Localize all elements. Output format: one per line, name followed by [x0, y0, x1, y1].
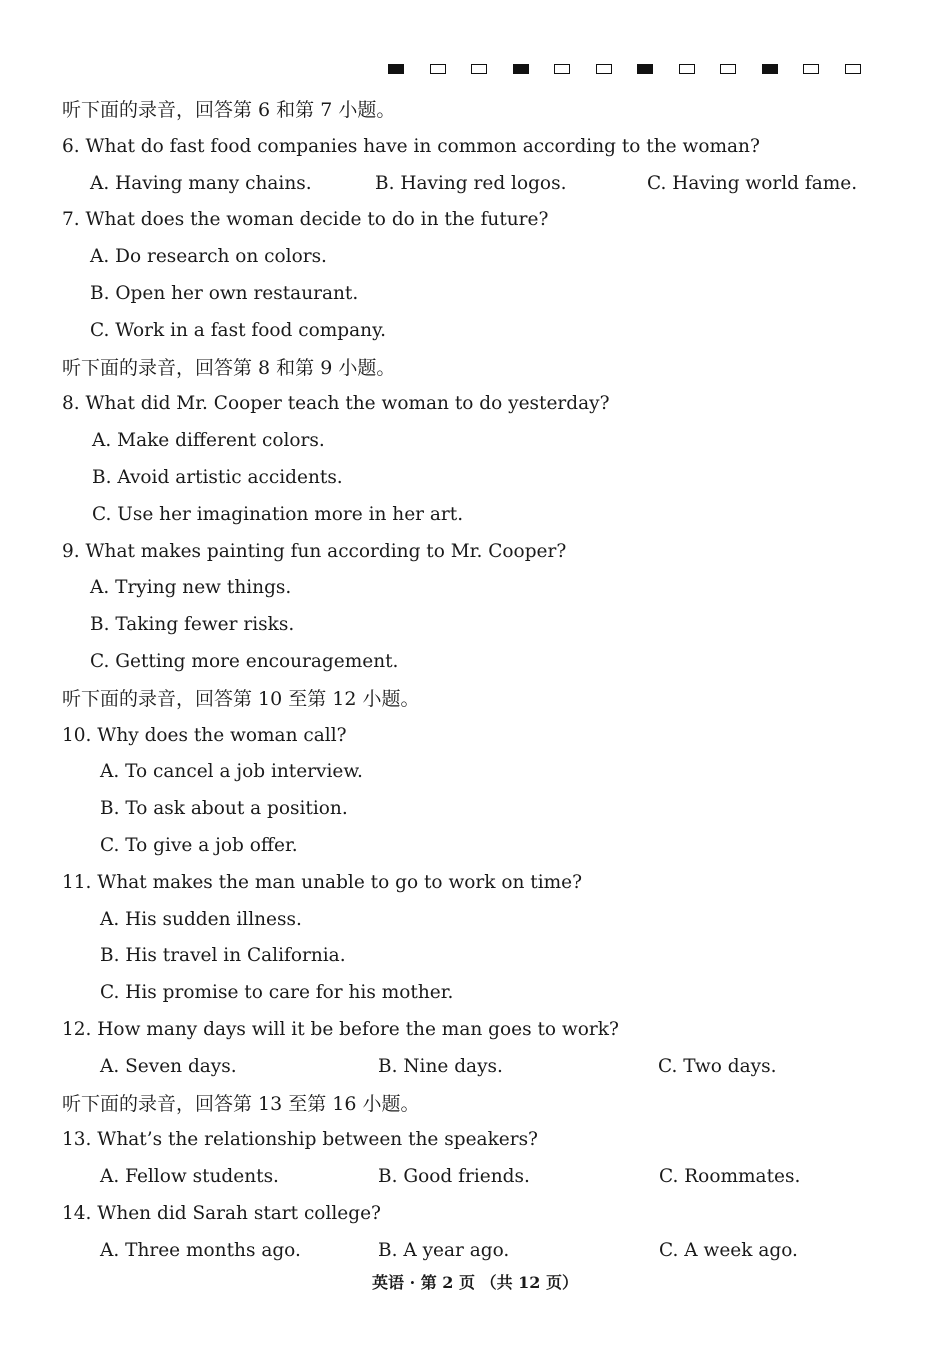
option-a: A. His sudden illness.	[100, 908, 302, 930]
alignment-mark-empty	[430, 64, 446, 74]
question-10: 10. Why does the woman call?	[62, 724, 347, 746]
option-b: B. Nine days.	[378, 1055, 503, 1077]
option-c: C. His promise to care for his mother.	[100, 982, 454, 1004]
option-b: B. To ask about a position.	[100, 798, 348, 820]
alignment-mark-filled	[388, 64, 404, 74]
alignment-mark-empty	[720, 64, 736, 74]
alignment-mark-empty	[803, 64, 819, 74]
question-6-options	[62, 166, 882, 203]
question-8: 8. What did Mr. Cooper teach the woman to do yesterday?	[62, 393, 610, 415]
alignment-mark-empty	[554, 64, 570, 74]
option-c: C. Two days.	[658, 1055, 777, 1077]
option-a: A. Three months ago.	[100, 1239, 301, 1261]
option-c: C. Roommates.	[659, 1166, 801, 1188]
question-12-options	[62, 1049, 882, 1086]
option-c: C. Work in a fast food company.	[90, 319, 386, 341]
option-a: A. Make different colors.	[92, 430, 325, 452]
alignment-mark-empty	[679, 64, 695, 74]
question-list	[62, 92, 882, 1270]
question-13-options	[62, 1159, 882, 1196]
question-6: 6. What do fast food companies have in common according to the woman?	[62, 135, 760, 157]
option-c: C. A week ago.	[659, 1239, 798, 1261]
option-a: A. To cancel a job interview.	[100, 761, 363, 783]
alignment-mark-filled	[513, 64, 529, 74]
option-b: B. His travel in California.	[100, 945, 346, 967]
question-14: 14. When did Sarah start college?	[62, 1202, 381, 1224]
option-a: A. Seven days.	[100, 1055, 237, 1077]
section-heading-10-12: 听下面的录音，回答第 10 至第 12 小题。	[62, 687, 420, 710]
option-b: B. A year ago.	[378, 1239, 510, 1261]
option-c: C. Having world fame.	[647, 172, 858, 194]
option-a: A. Fellow students.	[100, 1166, 279, 1188]
question-13: 13. What’s the relationship between the speakers?	[62, 1129, 538, 1151]
option-b: B. Taking fewer risks.	[90, 614, 295, 636]
question-14-options	[62, 1233, 882, 1270]
section-heading-8-9: 听下面的录音，回答第 8 和第 9 小题。	[62, 356, 396, 379]
section-heading-13-16: 听下面的录音，回答第 13 至第 16 小题。	[62, 1092, 420, 1115]
alignment-mark-empty	[471, 64, 487, 74]
alignment-mark-filled	[762, 64, 778, 74]
page-footer: 英语 · 第 2 页 （共 12 页）	[372, 1273, 578, 1292]
alignment-mark-empty	[596, 64, 612, 74]
option-c: C. Getting more encouragement.	[90, 650, 399, 672]
option-c: C. To give a job offer.	[100, 834, 298, 856]
question-9: 9. What makes painting fun according to Mr. Cooper?	[62, 540, 567, 562]
section-heading-6-7: 听下面的录音，回答第 6 和第 7 小题。	[62, 99, 396, 121]
option-b: B. Avoid artistic accidents.	[92, 466, 343, 488]
question-12: 12. How many days will it be before the man goes to work?	[62, 1018, 619, 1040]
alignment-mark-empty	[845, 64, 861, 74]
option-c: C. Use her imagination more in her art.	[92, 503, 464, 525]
option-a: A. Trying new things.	[90, 577, 292, 599]
option-b: B. Good friends.	[378, 1166, 530, 1188]
option-b: B. Having red logos.	[375, 172, 567, 194]
option-b: B. Open her own restaurant.	[90, 282, 359, 304]
question-7: 7. What does the woman decide to do in the future?	[62, 209, 549, 231]
option-a: A. Having many chains.	[90, 172, 312, 194]
alignment-mark-filled	[637, 64, 653, 74]
option-a: A. Do research on colors.	[90, 246, 327, 268]
question-11: 11. What makes the man unable to go to work on time?	[62, 871, 583, 893]
